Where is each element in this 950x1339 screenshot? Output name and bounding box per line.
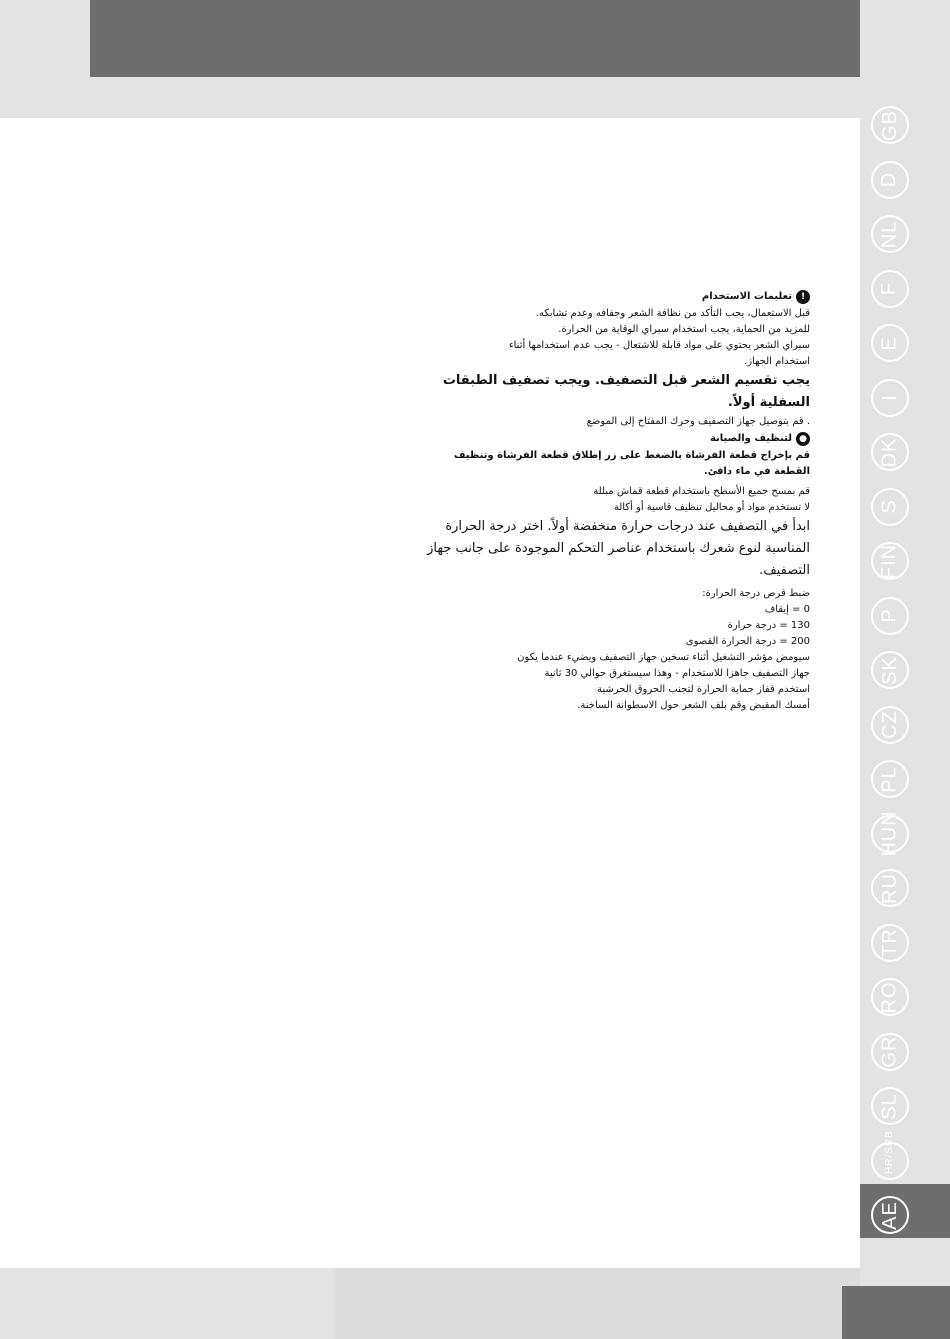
tab-label: HR/SRB — [884, 1129, 895, 1174]
tab-label: D — [878, 171, 901, 188]
tab-label: DK — [878, 437, 901, 467]
tab-s[interactable] — [871, 488, 909, 526]
tab-label: S — [878, 499, 901, 514]
tab-label: RO — [878, 981, 901, 1013]
setting-max: 200 = درجة الحرارة القصوى — [685, 636, 810, 647]
tab-ae[interactable] — [871, 1196, 909, 1234]
tab-label: SL — [878, 1092, 901, 1120]
header-bar — [90, 0, 860, 77]
usage-line-3: سبراي الشعر يحتوي على مواد قابلة للاشتعال - يجب عدم استخدامها أثناء — [508, 340, 810, 351]
tab-tr[interactable] — [871, 924, 909, 962]
usage-heading-text: تعليمات الاستخدام — [701, 291, 792, 302]
eye-icon: ● — [796, 432, 810, 446]
footer-bar — [335, 1268, 860, 1339]
tab-ru[interactable] — [871, 869, 909, 907]
setting-low: 130 = درجة حرارة — [727, 620, 810, 631]
tab-d[interactable] — [871, 161, 909, 199]
tab-dk[interactable] — [871, 433, 909, 471]
warning-icon: ! — [796, 290, 810, 304]
tab-i[interactable] — [871, 379, 909, 417]
tab-sk[interactable] — [871, 651, 909, 689]
setting-off: 0 = إيقاف — [764, 604, 810, 615]
tab-nl[interactable] — [871, 215, 909, 253]
usage-line-1: قبل الاستعمال، يجب التأكد من نظافة الشعر وجفافه وعدم تشابكه. — [535, 308, 810, 319]
tab-label: TR — [878, 928, 901, 957]
tab-e[interactable] — [871, 324, 909, 362]
tab-label: E — [878, 335, 901, 351]
instructions-content — [405, 288, 810, 714]
tab-gr[interactable] — [871, 1033, 909, 1071]
tab-label: SK — [878, 655, 901, 685]
tab-label: FIN — [878, 543, 901, 579]
temperature-line-3: استخدم قفاز حماية الحرارة لتجنب الحروق الحرشية — [597, 684, 810, 695]
tab-f[interactable] — [871, 270, 909, 308]
cleaning-line-1: قم بمسح جميع الأسطح باستخدام قطعة قماش مبللة — [593, 486, 810, 497]
usage-line-2: للمزيد من الحماية، يجب استخدام سبراي الوقاية من الحرارة. — [558, 324, 810, 335]
tab-label: HUN — [878, 810, 901, 857]
tab-cz[interactable] — [871, 706, 909, 744]
usage-line-5: . قم بتوصيل جهاز التصفيف وحرك المفتاح إلى الموضع — [586, 416, 810, 427]
temperature-paragraph: ابدأ في التصفيف عند درجات حرارة منخفضة أولاً. اختر درجة الحرارة المناسبة لنوع شعرك باستخدام عناصر التحكم الموجودة على جانب جهاز التصفيف. — [427, 519, 810, 578]
cleaning-heading — [405, 430, 810, 448]
tab-ro[interactable] — [871, 978, 909, 1016]
page-number-box — [842, 1286, 950, 1339]
temperature-line-2: جهاز التصفيف جاهزا للاستخدام - وهذا سيستغرق حوالي 30 ثانية — [544, 668, 810, 679]
tab-label: CZ — [878, 710, 901, 739]
tab-hun[interactable] — [871, 810, 909, 857]
tab-label: GB — [878, 109, 901, 141]
tab-sl[interactable] — [871, 1087, 909, 1125]
tab-gb[interactable] — [871, 106, 909, 144]
tab-p[interactable] — [871, 597, 909, 635]
cleaning-bold-1: قم بإخراج قطعة الفرشاة بالضغط على زر إطلاق قطعة الفرشاة وتنظيف — [453, 450, 810, 461]
tab-label: P — [878, 608, 901, 623]
tab-fin[interactable] — [871, 542, 909, 580]
dial-label: ضبط قرص درجة الحرارة: — [702, 588, 810, 599]
tab-label: AE — [878, 1200, 901, 1230]
cleaning-line-2: لا تستخدم مواد أو محاليل تنظيف قاسية أو أكالة — [613, 502, 810, 513]
usage-big-paragraph: يجب تقسيم الشعر قبل التصفيف. ويجب تصفيف الطبقات السفلية أولاً. — [442, 373, 810, 410]
cleaning-bold-2: القطعة في ماء دافئ. — [703, 466, 810, 477]
tab-label: NL — [878, 220, 901, 248]
temperature-line-4: أمسك المقبض وقم بلف الشعر حول الاسطوانة الساخنة. — [577, 700, 810, 711]
tab-label: PL — [878, 765, 901, 793]
usage-heading — [405, 288, 810, 306]
tab-pl[interactable] — [871, 760, 909, 798]
cleaning-heading-text: لتنظيف والصيانة — [709, 433, 792, 444]
tab-label: GR — [878, 1035, 901, 1068]
tab-hr-srb[interactable] — [871, 1129, 909, 1180]
usage-line-4: استخدام الجهاز. — [744, 356, 810, 367]
tab-label: I — [878, 394, 901, 401]
tab-label: F — [878, 281, 901, 296]
tab-label: RU — [878, 872, 901, 904]
temperature-line-1: سيومض مؤشر التشغيل أثناء تسخين جهاز التصفيف ويضيء عندما يكون — [517, 652, 810, 663]
